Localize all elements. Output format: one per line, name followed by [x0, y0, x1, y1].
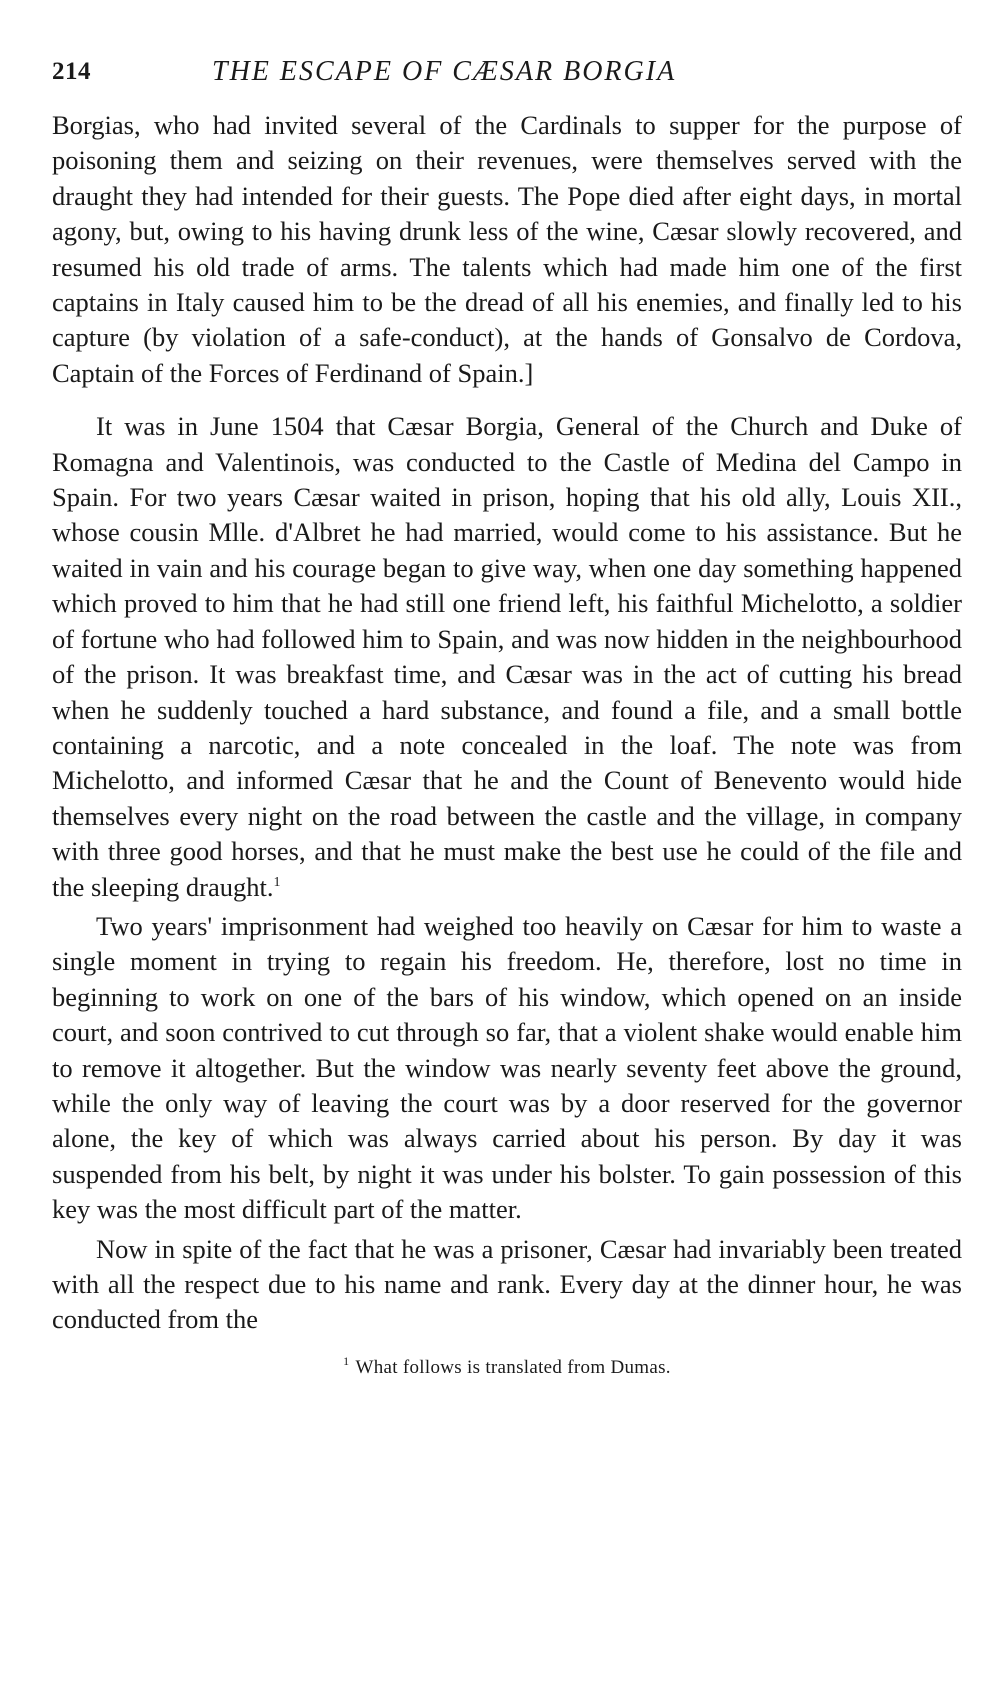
footnote — [52, 1356, 962, 1380]
page-number: 214 — [52, 58, 91, 85]
paragraph-continued: Borgias, who had invited several of the Cardinals to supper for the purpose of poisoning them and seizing on their revenues, were themselves served with the draught they had intended for their guests. The Pope died after eight days, in mortal agony, but, owing to his having drunk less of the wine, Cæsar slowly recovered, and resumed his old trade of arms. The talents which had made him one of the first captains in Italy caused him to be the dread of all his enemies, and finally led to his capture (by violation of a safe-conduct), at the hands of Gonsalvo de Cordova, Captain of the Forces of Ferdinand of Spain.] — [52, 110, 962, 388]
book-page — [52, 50, 962, 1380]
running-head — [52, 50, 962, 96]
paragraph-dinner-hour: Now in spite of the fact that he was a prisoner, Cæsar had invariably been treated with all the respect due to his name and rank. Every day at the dinner hour, he was conducted from the — [52, 1233, 962, 1335]
footnote-text: What follows is translated from Dumas. — [355, 1356, 671, 1378]
running-title: THE ESCAPE OF CÆSAR BORGIA — [212, 56, 677, 87]
paragraph-june-1504 — [52, 409, 962, 905]
footnote-marker: 1 — [343, 1354, 350, 1369]
paragraph-text: It was in June 1504 that Cæsar Borgia, General of the Church and Duke of Romagna and Valentinois, was conducted to the Castle of Medina del Campo in Spain. For two years Cæsar waited in prison, hoping that his old ally, Louis XII., whose cousin Mlle. d'Albret he had married, would come to his assistance. But he waited in vain and his courage began to give way, when one day something happened which proved to him that he had still one friend left, his faithful Michelotto, a soldier of fortune who had followed him to Spain, and was now hidden in the neighbourhood of the prison. It was breakfast time, and Cæsar was in the act of cutting his bread when he suddenly touched a hard substance, and found a file, and a small bottle containing a narcotic, and a note concealed in the loaf. The note was from Michelotto, and informed Cæsar that he and the Count of Benevento would hide themselves every night on the road between the castle and the village, in company with three good horses, and that he must make the best use he could of the file and the sleeping draught. — [52, 411, 962, 902]
footnote-reference: 1 — [273, 874, 281, 890]
paragraph-imprisonment: Two years' imprisonment had weighed too heavily on Cæsar for him to waste a single moment in trying to regain his freedom. He, therefore, lost no time in beginning to work on one of the bars of his window, which opened on an inside court, and soon contrived to cut through so far, that a violent shake would enable him to remove it altogether. But the window was nearly seventy feet above the ground, while the only way of leaving the court was by a door reserved for the governor alone, the key of which was always carried about his person. By day it was suspended from his belt, by night it was under his bolster. To gain possession of this key was the most difficult part of the matter. — [52, 910, 962, 1225]
